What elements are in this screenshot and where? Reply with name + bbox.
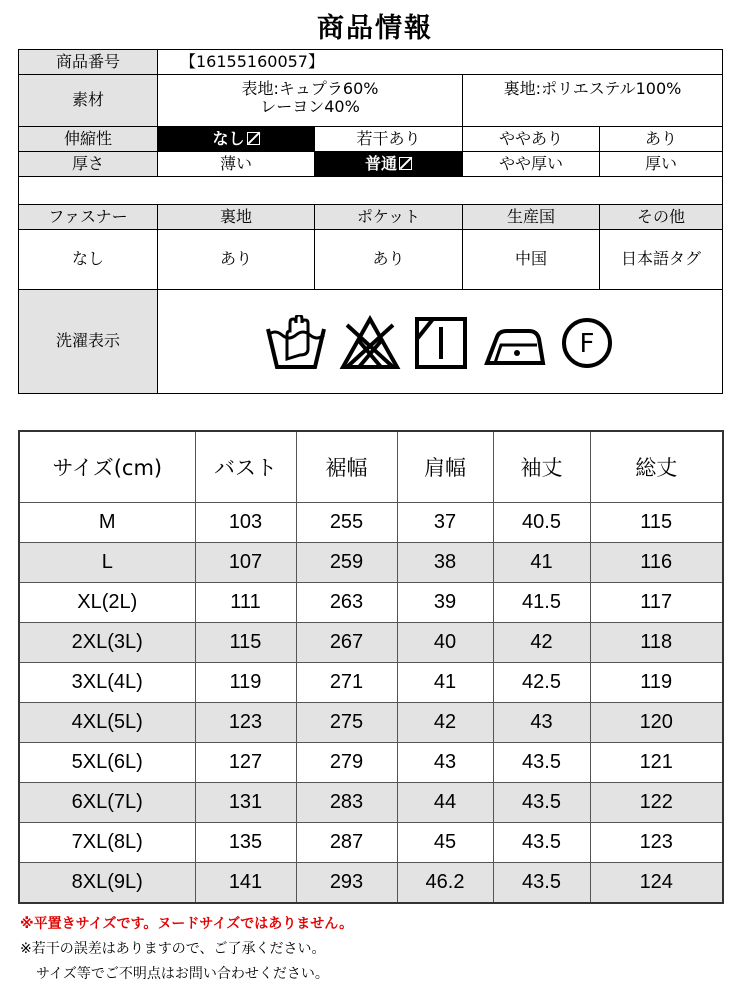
table-cell: 115 [195,623,296,663]
table-row [19,543,723,583]
table-cell: 43 [493,703,590,743]
table-cell: 118 [590,623,723,663]
table-cell: 42.5 [493,663,590,703]
thickness-option-normal: 普通 [315,152,463,177]
note-contact: サイズ等でご不明点はお問い合わせください。 [36,966,329,982]
table-cell: 127 [195,743,296,783]
table-cell: 43 [397,743,493,783]
table-cell: 121 [590,743,723,783]
thickness-label: 厚さ [19,152,158,177]
thickness-option-thick: 厚い [600,152,723,177]
table-cell: 117 [590,583,723,623]
table-cell: 2XL(3L) [19,623,195,663]
stretch-option-yes: あり [600,127,723,152]
hem-width-header: 裾幅 [296,431,397,503]
table-cell: L [19,543,195,583]
product-info-table [18,49,723,394]
table-cell: 141 [195,863,296,904]
table-row [19,743,723,783]
table-cell: 42 [397,703,493,743]
table-cell: 45 [397,823,493,863]
spec-header-country: 生産国 [463,205,600,230]
spec-header-lining: 裏地 [158,205,315,230]
size-table [18,430,724,904]
table-cell: 124 [590,863,723,904]
table-cell: 43.5 [493,743,590,783]
stretch-label: 伸縮性 [19,127,158,152]
line-dry-icon [413,315,469,371]
table-cell: 39 [397,583,493,623]
table-cell: 7XL(8L) [19,823,195,863]
table-cell: 46.2 [397,863,493,904]
total-length-header: 総丈 [590,431,723,503]
table-cell: 119 [195,663,296,703]
sleeve-length-header: 袖丈 [493,431,590,503]
check-icon [247,132,260,145]
table-cell: 4XL(5L) [19,703,195,743]
table-row [19,583,723,623]
table-cell: 135 [195,823,296,863]
table-cell: 40.5 [493,503,590,543]
table-row [19,823,723,863]
table-cell: 287 [296,823,397,863]
size-header: サイズ(cm) [19,431,195,503]
table-cell: 43.5 [493,863,590,904]
table-cell: 123 [590,823,723,863]
table-cell: 122 [590,783,723,823]
dry-clean-letter: F [579,328,595,359]
table-cell: 283 [296,783,397,823]
table-cell: 275 [296,703,397,743]
note-flat-measure: ※平置きサイズです。ヌードサイズではありません。 [20,916,354,932]
spec-header-zipper: ファスナー [19,205,158,230]
table-cell: 40 [397,623,493,663]
table-cell: 279 [296,743,397,783]
table-cell: 116 [590,543,723,583]
table-cell: 41 [493,543,590,583]
table-cell: 43.5 [493,783,590,823]
table-cell: 255 [296,503,397,543]
spec-value-country: 中国 [463,230,600,290]
table-cell: 131 [195,783,296,823]
product-number-value: 【16155160057】 [158,50,723,75]
table-cell: 120 [590,703,723,743]
table-cell: 119 [590,663,723,703]
table-cell: 123 [195,703,296,743]
table-cell: 41 [397,663,493,703]
table-cell: 43.5 [493,823,590,863]
spacer-row [19,177,723,205]
table-row [19,703,723,743]
table-row [19,663,723,703]
table-row [19,863,723,904]
product-number-label: 商品番号 [19,50,158,75]
thickness-option-slightly-thick: やや厚い [463,152,600,177]
table-cell: 267 [296,623,397,663]
table-cell: 115 [590,503,723,543]
table-cell: 44 [397,783,493,823]
table-row [19,623,723,663]
note-margin-of-error: ※若干の誤差はありますので、ご了承ください。 [20,941,326,957]
table-cell: 37 [397,503,493,543]
shoulder-width-header: 肩幅 [397,431,493,503]
table-cell: 263 [296,583,397,623]
spec-value-pocket: あり [315,230,463,290]
material-outer [158,75,463,127]
no-bleach-icon [339,315,401,371]
spec-value-other: 日本語タグ [600,230,723,290]
table-row [19,783,723,823]
material-label: 素材 [19,75,158,127]
material-outer-line2: レーヨン40% [260,97,360,117]
stretch-option-none: なし [158,127,315,152]
thickness-option-thin: 薄い [158,152,315,177]
hand-wash-icon [265,315,327,371]
table-cell: 41.5 [493,583,590,623]
spec-value-zipper: なし [19,230,158,290]
wash-symbols [158,290,723,394]
table-row [19,503,723,543]
spec-header-pocket: ポケット [315,205,463,230]
stretch-option-slight: 若干あり [315,127,463,152]
table-cell: 271 [296,663,397,703]
notes [20,912,353,987]
dry-clean-f-icon [559,315,615,371]
table-cell: 293 [296,863,397,904]
table-cell: 259 [296,543,397,583]
table-cell: 42 [493,623,590,663]
check-icon [399,157,412,170]
table-cell: 111 [195,583,296,623]
table-cell: 6XL(7L) [19,783,195,823]
material-lining: 裏地:ポリエステル100% [463,75,723,127]
material-outer-line1: 表地:キュプラ60% [241,79,379,98]
low-iron-icon [481,315,547,371]
table-cell: 8XL(9L) [19,863,195,904]
stretch-option-somewhat: ややあり [463,127,600,152]
table-cell: 5XL(6L) [19,743,195,783]
table-cell: 38 [397,543,493,583]
table-cell: 3XL(4L) [19,663,195,703]
spec-header-other: その他 [600,205,723,230]
table-cell: 103 [195,503,296,543]
page-title: 商品情報 [317,13,433,44]
table-cell: XL(2L) [19,583,195,623]
table-cell: 107 [195,543,296,583]
bust-header: バスト [195,431,296,503]
table-cell: M [19,503,195,543]
spec-value-lining: あり [158,230,315,290]
size-header-row [19,431,723,503]
wash-label: 洗濯表示 [19,290,158,394]
